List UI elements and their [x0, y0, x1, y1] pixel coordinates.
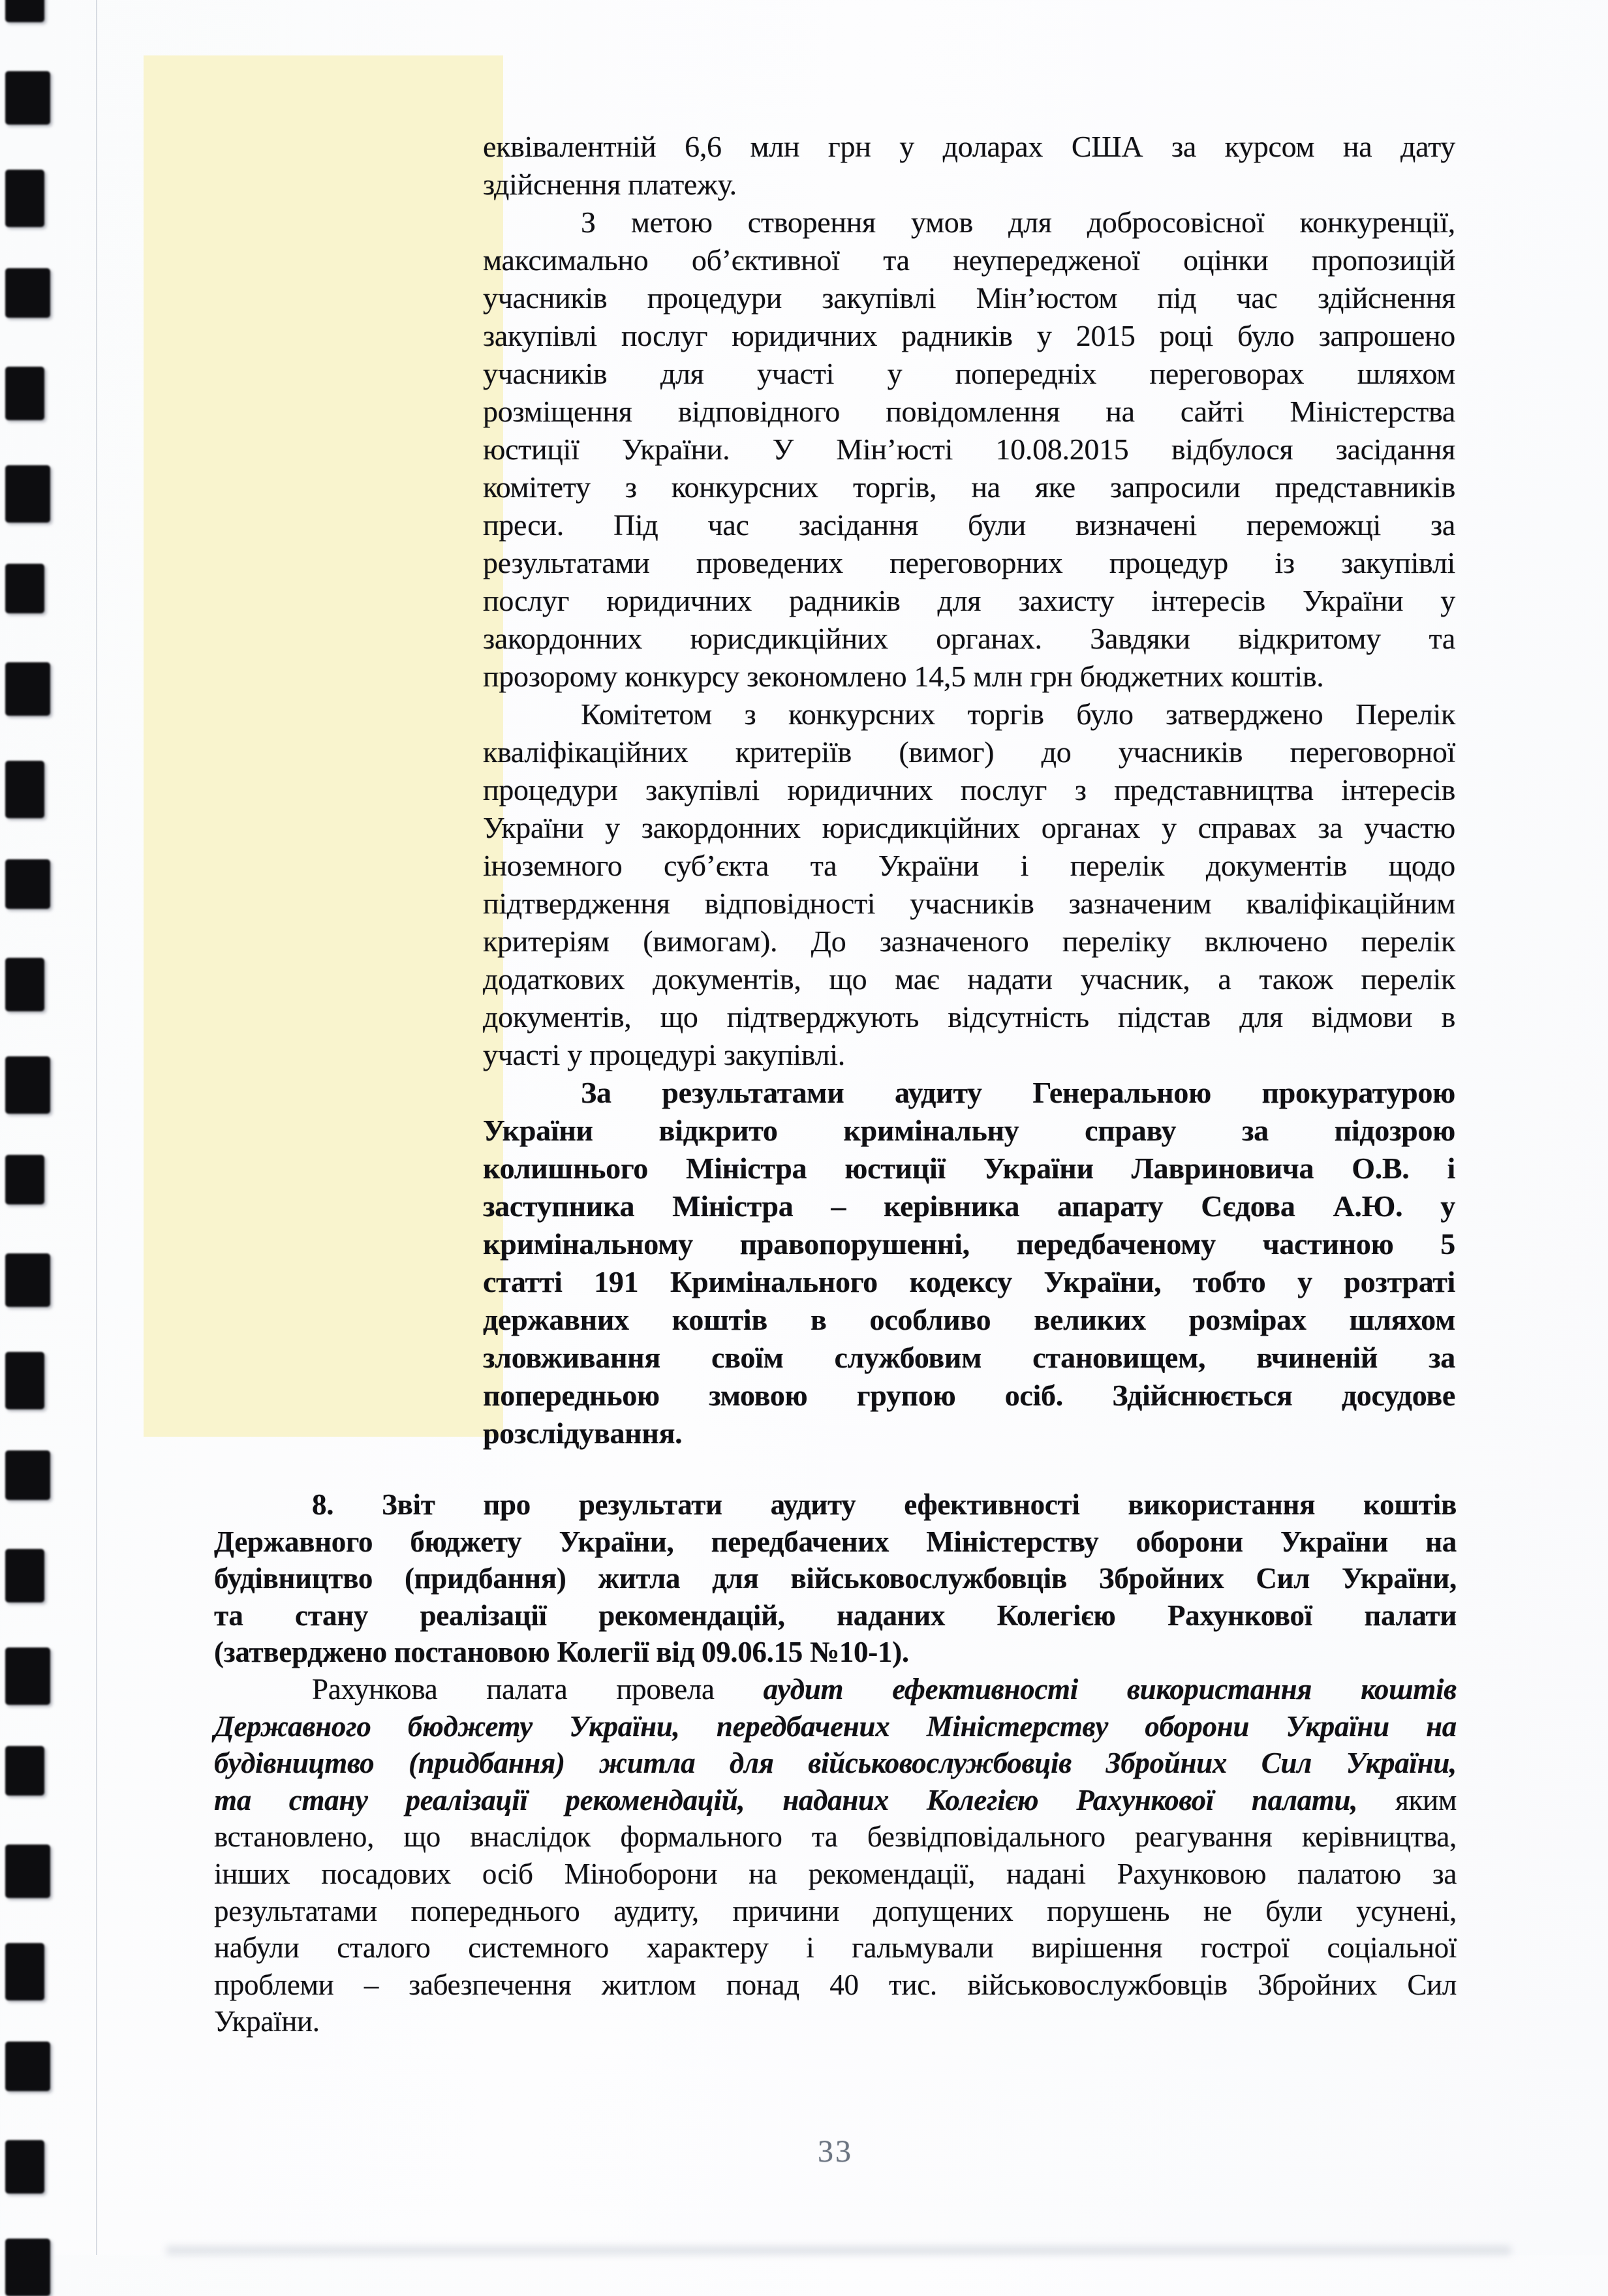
text-segment: заступника Міністра – керівника апарату Сєдова А.Ю. у [483, 1189, 1455, 1223]
text-line [214, 1560, 1457, 1597]
text-line [483, 204, 1455, 241]
text-segment: З метою створення умов для добросовісної конкуренції, [581, 206, 1455, 239]
text-segment: статті 191 Кримінального кодексу України, тобто у розтраті [483, 1265, 1455, 1298]
binding-comb-mark [5, 2140, 44, 2194]
binding-comb-mark [5, 2239, 50, 2296]
text-segment: підтвердження відповідності учасників зазначеним кваліфікаційним [483, 887, 1455, 920]
text-line [214, 1597, 1457, 1634]
text-segment: попередньою змовою групою осіб. Здійснюється досудове [483, 1379, 1455, 1412]
text-segment: державних коштів в особливо великих розмірах шляхом [483, 1303, 1455, 1336]
text-line [483, 733, 1455, 771]
binding-comb-mark [5, 1943, 44, 2000]
text-line [483, 1377, 1455, 1415]
text-segment: максимально об’єктивної та неупередженої оцінки пропозицій [483, 243, 1455, 277]
text-line [483, 847, 1455, 885]
binding-comb-mark [5, 1844, 50, 1898]
binding-comb-mark [5, 1647, 50, 1705]
text-segment: юстиції України. У Мін’юсті 10.08.2015 відбулося засідання [483, 433, 1455, 466]
binding-comb-mark [5, 1450, 50, 1500]
page-edge-line [96, 0, 97, 2255]
text-line [483, 166, 1455, 204]
text-segment: додаткових документів, що має надати учасник, а також перелік [483, 962, 1455, 996]
text-segment: еквівалентній 6,6 млн грн у доларах США за курсом на дату [483, 130, 1455, 163]
lower-column [214, 1486, 1457, 2040]
text-segment: яким [1357, 1783, 1457, 1816]
binding-comb-mark [5, 662, 50, 716]
text-line [483, 128, 1455, 166]
text-segment: інших посадових осіб Міноборони на рекомендації, надані Рахунковою палатою за [214, 1857, 1457, 1890]
text-segment: будівництво (придбання) житла для військовослужбовців Збройних Сил України, [214, 1747, 1457, 1780]
page-number: 33 [818, 2134, 853, 2169]
text-line [483, 620, 1455, 658]
text-line [214, 1745, 1457, 1782]
section-8-heading [214, 1486, 1457, 1671]
text-line [483, 658, 1455, 696]
binding-comb-mark [5, 1746, 44, 1796]
text-segment: встановлено, що внаслідок формального та безвідповідального реагування керівництва, [214, 1820, 1457, 1854]
text-line [214, 1967, 1457, 2004]
text-segment: Комітетом з конкурсних торгів було затверджено Перелік [581, 697, 1455, 731]
text-line [214, 1523, 1457, 1561]
scan-artifact-bottom [166, 2246, 1511, 2254]
text-segment: послуг юридичних радників для захисту інтересів України у [483, 584, 1455, 617]
text-line [483, 355, 1455, 393]
text-segment: України відкрито кримінальну справу за підозрою [483, 1114, 1455, 1147]
text-line [483, 998, 1455, 1036]
text-line [483, 1187, 1455, 1225]
text-segment: України. [214, 2005, 320, 2038]
text-segment: та стану реалізації рекомендацій, наданих Колегією Рахункової палати [214, 1599, 1457, 1632]
binding-strip [0, 0, 111, 2255]
text-segment: Державного бюджету України, передбачених Міністерству оборони України на [214, 1709, 1457, 1743]
text-line [483, 1036, 1455, 1074]
text-line [483, 885, 1455, 923]
procurement-paragraph [483, 204, 1455, 696]
text-segment: результатами попереднього аудиту, причини допущених порушень не були усунені, [214, 1894, 1457, 1927]
binding-comb-mark [5, 170, 44, 227]
binding-comb-mark [5, 2042, 50, 2091]
text-line [214, 1671, 1457, 1708]
binding-comb-mark [5, 367, 44, 420]
text-segment: Рахункова палата провела [312, 1672, 764, 1706]
text-line [483, 241, 1455, 279]
text-line [214, 1818, 1457, 1856]
text-segment: процедури закупівлі юридичних послуг з представництва інтересів [483, 773, 1455, 806]
text-line [483, 317, 1455, 355]
text-line [214, 1708, 1457, 1745]
text-line [483, 468, 1455, 506]
text-line [483, 393, 1455, 431]
text-line [483, 431, 1455, 468]
binding-comb-mark [5, 1056, 50, 1114]
text-segment: України у закордонних юрисдикційних органах у справах за участю [483, 811, 1455, 844]
text-line [483, 809, 1455, 847]
text-segment: розміщення відповідного повідомлення на сайті Міністерства [483, 395, 1455, 428]
text-segment: колишнього Міністра юстиції України Лавриновича О.В. і [483, 1152, 1455, 1185]
text-line [483, 1263, 1455, 1301]
text-segment: преси. Під час засідання були визначені переможці за [483, 508, 1455, 542]
text-segment: критеріям (вимогам). До зазначеного переліку включено перелік [483, 925, 1455, 958]
text-segment: учасників для участі у попередніх переговорах шляхом [483, 357, 1455, 390]
text-line [214, 2003, 1457, 2040]
text-segment: участі у процедурі закупівлі. [483, 1038, 845, 1071]
text-line [214, 1856, 1457, 1893]
text-segment: проблеми – забезпечення житлом понад 40 тис. військовослужбовців Збройних Сил [214, 1968, 1457, 2001]
text-segment: (затверджено постановою Колегії від 09.06.15 №10-1). [214, 1636, 909, 1669]
text-segment: іноземного суб’єкта та України і перелік документів щодо [483, 849, 1455, 882]
continuation-paragraph [483, 128, 1455, 204]
text-line [214, 1929, 1457, 1967]
text-segment: комітету з конкурсних торгів, на яке запросили представників [483, 470, 1455, 504]
text-segment: За результатами аудиту Генеральною прокуратурою [581, 1076, 1455, 1109]
text-segment: документів, що підтверджують відсутність підстав для відмови в [483, 1000, 1455, 1033]
text-line [483, 1339, 1455, 1377]
binding-comb-mark [5, 71, 50, 125]
text-line [214, 1486, 1457, 1523]
criminal-case-paragraph [483, 1074, 1455, 1452]
text-segment: 8. Звіт про результати аудиту ефективності використання коштів [312, 1488, 1457, 1521]
text-line [483, 1150, 1455, 1187]
text-segment: закупівлі послуг юридичних радників у 2015 році було запрошено [483, 319, 1455, 352]
text-line [483, 1074, 1455, 1112]
text-line [483, 1301, 1455, 1339]
binding-comb-mark [5, 465, 50, 523]
binding-comb-mark [5, 564, 44, 613]
text-segment: учасників процедури закупівлі Мін’юстом під час здійснення [483, 281, 1455, 314]
binding-comb-mark [5, 1352, 44, 1409]
binding-comb-mark [5, 0, 44, 22]
text-line [483, 960, 1455, 998]
text-segment: кримінальному правопорушенні, передбаченому частиною 5 [483, 1227, 1455, 1261]
text-segment: будівництво (придбання) житла для військовослужбовців Збройних Сил України, [214, 1562, 1457, 1595]
text-line [214, 1893, 1457, 1930]
text-segment: кваліфікаційних критеріїв (вимог) до учасників переговорної [483, 735, 1455, 769]
text-segment: здійснення платежу. [483, 168, 737, 201]
text-line [483, 506, 1455, 544]
text-line [483, 1225, 1455, 1263]
text-line [214, 1782, 1457, 1819]
upper-column [483, 128, 1455, 1452]
text-line [483, 696, 1455, 733]
text-line [483, 1112, 1455, 1150]
text-line [483, 1415, 1455, 1452]
binding-comb-mark [5, 761, 44, 818]
text-segment: аудит ефективності використання коштів [763, 1672, 1457, 1706]
text-line [214, 1634, 1457, 1671]
binding-comb-mark [5, 1253, 50, 1307]
text-line [483, 582, 1455, 620]
text-segment: зловживання своїм службовим становищем, вчиненій за [483, 1341, 1455, 1374]
text-segment: закордонних юрисдикційних органах. Завдяки відкритому та [483, 622, 1455, 655]
audit-summary-paragraph [214, 1671, 1457, 2040]
text-segment: прозорому конкурсу зекономлено 14,5 млн грн бюджетних коштів. [483, 660, 1324, 693]
highlight-region [144, 55, 503, 1437]
text-line [483, 544, 1455, 582]
binding-comb-mark [5, 859, 50, 909]
binding-comb-mark [5, 1549, 44, 1602]
text-segment: та стану реалізації рекомендацій, наданих Колегією Рахункової палати, [214, 1783, 1358, 1816]
text-segment: розслідування. [483, 1416, 683, 1450]
committee-paragraph [483, 696, 1455, 1074]
text-segment: результатами проведених переговорних процедур із закупівлі [483, 546, 1455, 579]
binding-comb-mark [5, 268, 50, 318]
text-line [483, 279, 1455, 317]
text-line [483, 923, 1455, 960]
text-segment: Державного бюджету України, передбачених Міністерству оборони України на [214, 1525, 1457, 1558]
text-segment: набули сталого системного характеру і гальмували вирішення гострої соціальної [214, 1931, 1457, 1965]
text-line [483, 771, 1455, 809]
binding-comb-mark [5, 958, 44, 1011]
binding-comb-mark [5, 1155, 44, 1204]
